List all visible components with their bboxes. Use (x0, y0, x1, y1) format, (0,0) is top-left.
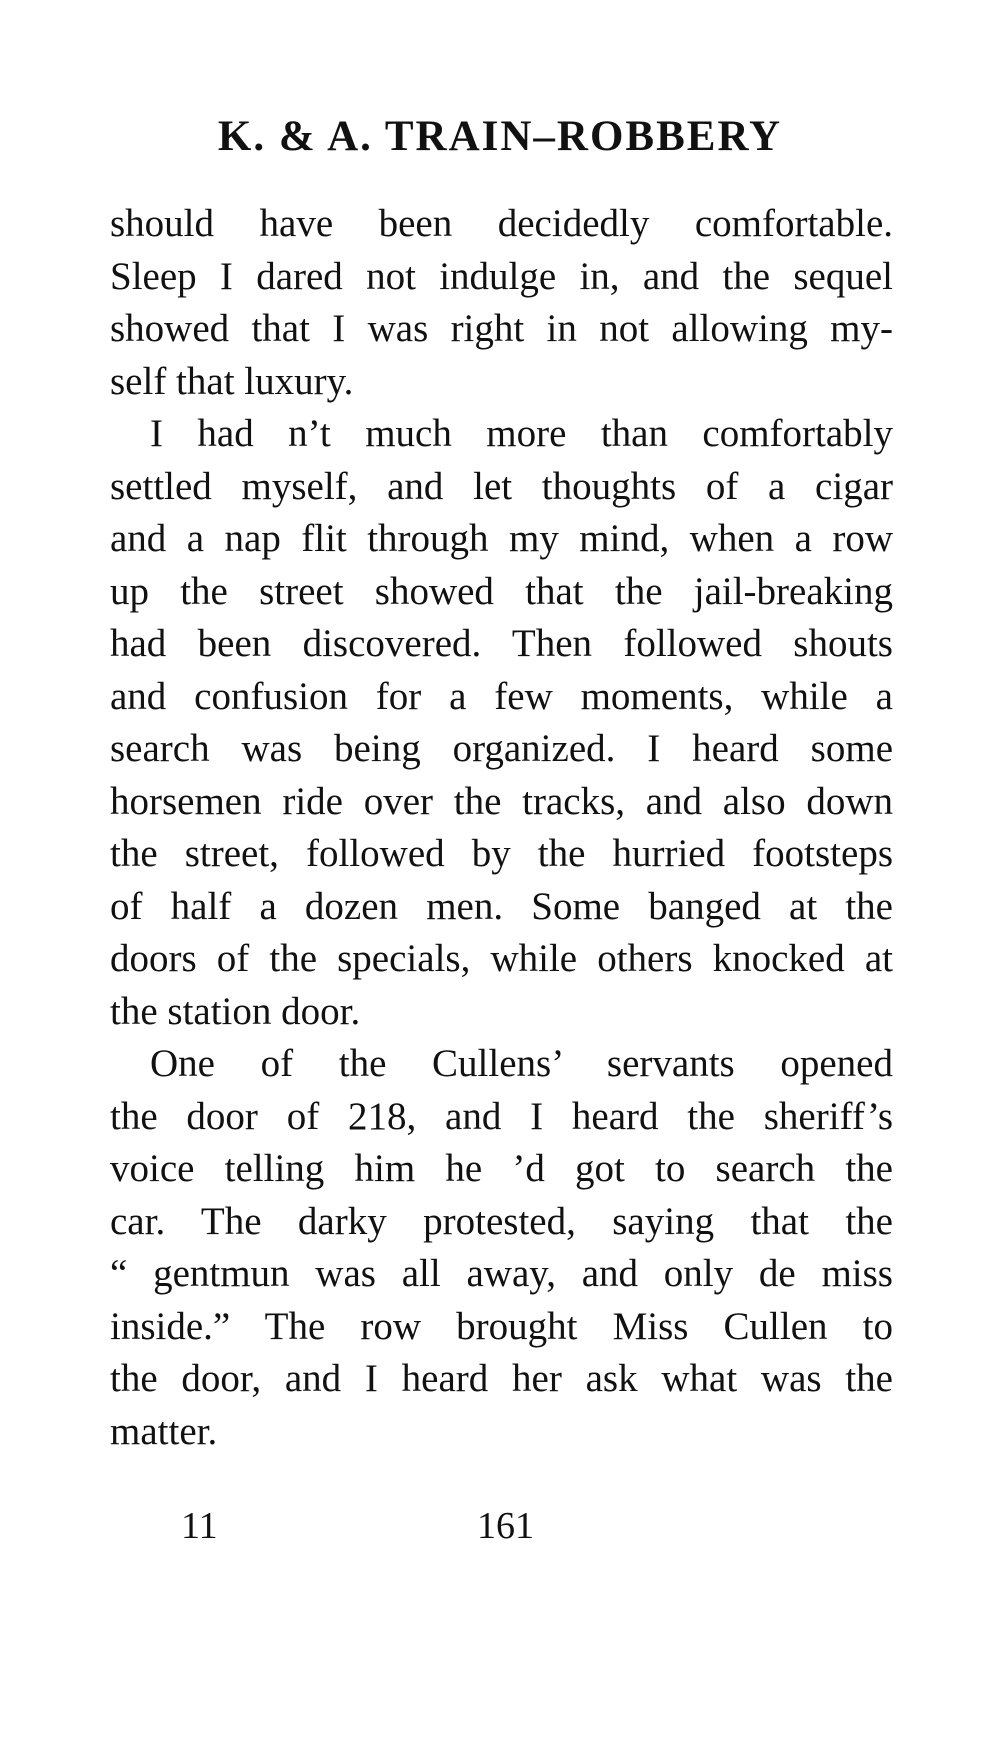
text-line: the door, and I heard her ask what was the (110, 1357, 893, 1400)
page-number: 161 (477, 1505, 534, 1547)
text-line: self that luxury. (110, 359, 354, 403)
text-line: horsemen ride over the tracks, and also down (110, 779, 893, 823)
text-line: car. The darky protested, saying that the (110, 1199, 893, 1243)
page-footer (0, 1504, 1000, 1554)
text-line: Sleep I dared not indulge in, and the sequel (110, 254, 893, 298)
paragraph-3 (110, 1038, 893, 1458)
text-line: and a nap flit through my mind, when a row (110, 517, 893, 560)
running-head: K. & A. TRAIN–ROBBERY (217, 113, 783, 160)
body-text (110, 198, 893, 1458)
text-line: settled myself, and let thoughts of a cigar (110, 464, 893, 508)
text-line: of half a dozen men. Some banged at the (110, 884, 893, 928)
text-line: the station door. (110, 989, 361, 1033)
text-line: “ gentmun was all away, and only de miss (110, 1252, 893, 1295)
text-line: and confusion for a few moments, while a (110, 674, 893, 718)
text-line: had been discovered. Then followed shouts (110, 622, 893, 665)
text-line: search was being organized. I heard some (110, 727, 893, 770)
paragraph-1 (110, 198, 893, 408)
text-line: One of the Cullens’ servants opened (150, 1042, 893, 1085)
signature-mark: 11 (181, 1505, 218, 1547)
text-line: doors of the specials, while others knocked at (110, 937, 893, 980)
text-line: should have been decidedly comfortable. (110, 202, 893, 245)
text-line: the door of 218, and I heard the sheriff’s (110, 1094, 893, 1138)
text-line: showed that I was right in not allowing my- (110, 307, 893, 350)
text-line: up the street showed that the jail-breaking (110, 569, 893, 613)
text-line: voice telling him he ’d got to search the (110, 1147, 893, 1190)
paragraph-2 (110, 408, 893, 1038)
text-line: I had n’t much more than comfortably (150, 412, 893, 455)
text-line: inside.” The row brought Miss Cullen to (110, 1304, 893, 1348)
text-line: matter. (110, 1409, 218, 1453)
text-line: the street, followed by the hurried footsteps (110, 832, 893, 875)
